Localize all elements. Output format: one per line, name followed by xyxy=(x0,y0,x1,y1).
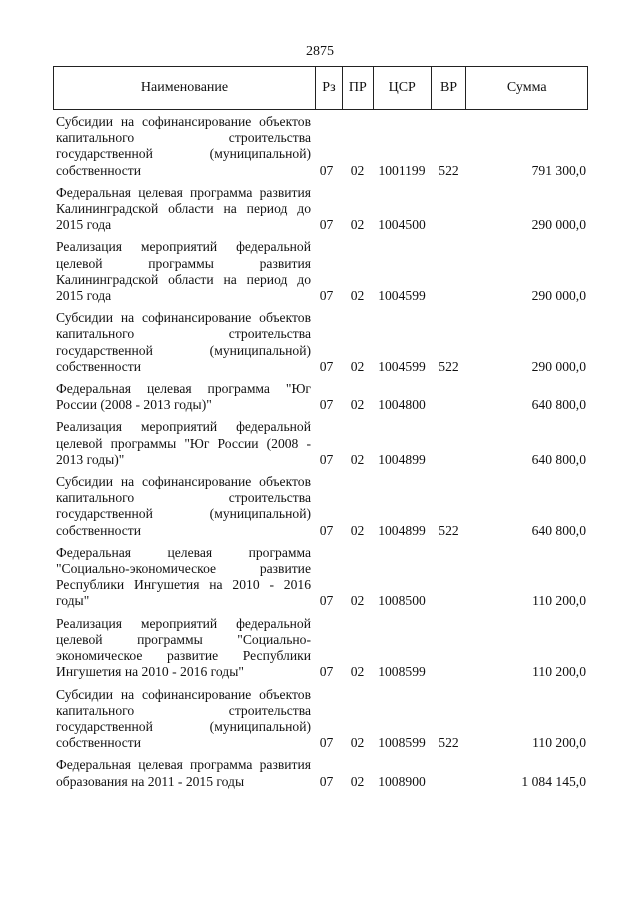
table-row xyxy=(53,687,588,752)
row-sum: 110 200,0 xyxy=(532,735,586,751)
row-sum: 791 300,0 xyxy=(531,162,586,178)
row-csr: 1004599 xyxy=(378,358,426,374)
row-csr: 1008900 xyxy=(378,773,426,789)
table-row xyxy=(53,616,588,681)
row-pr: 02 xyxy=(350,217,365,233)
row-csr: 1004800 xyxy=(378,397,426,413)
row-rz: 07 xyxy=(319,358,334,374)
table-row xyxy=(53,381,588,413)
row-sum: 640 800,0 xyxy=(531,451,586,467)
table-header xyxy=(53,66,588,110)
table-row xyxy=(53,757,588,789)
row-pr: 02 xyxy=(350,773,365,789)
header-csr: ЦСР xyxy=(373,67,431,109)
row-vr: 522 xyxy=(438,735,459,751)
row-pr: 02 xyxy=(350,397,365,413)
row-sum: 290 000,0 xyxy=(531,288,586,304)
table-row xyxy=(53,474,588,539)
page-number: 2875 xyxy=(306,44,334,59)
table-row xyxy=(53,185,588,234)
row-sum: 290 000,0 xyxy=(531,217,586,233)
table-row xyxy=(53,114,588,179)
header-pr: ПР xyxy=(342,67,373,109)
row-pr: 02 xyxy=(350,522,365,538)
header-vr: ВР xyxy=(431,67,466,109)
row-vr: 522 xyxy=(438,522,459,538)
table-row xyxy=(53,239,588,304)
row-pr: 02 xyxy=(350,288,365,304)
row-csr: 1001199 xyxy=(378,162,426,178)
row-vr: 522 xyxy=(438,162,459,178)
row-rz: 07 xyxy=(319,735,334,751)
row-name: Реализация мероприятий федеральной целевой программы развития Калининградской области на период до 2015 года xyxy=(56,239,311,304)
row-rz: 07 xyxy=(319,162,334,178)
row-name: Субсидии на софинансирование объектов капитального строительства государственной (муниципальной) собственности xyxy=(56,114,311,178)
header-name: Наименование xyxy=(140,80,229,95)
row-csr: 1004500 xyxy=(378,217,426,233)
row-rz: 07 xyxy=(319,522,334,538)
row-name: Федеральная целевая программа развития Калининградской области на период до 2015 года xyxy=(56,184,311,233)
row-rz: 07 xyxy=(319,664,334,680)
row-sum: 110 200,0 xyxy=(532,664,586,680)
table-row xyxy=(53,545,588,610)
row-pr: 02 xyxy=(350,162,365,178)
row-name: Федеральная целевая программа "Юг России (2008 - 2013 годы)" xyxy=(56,381,311,413)
row-csr: 1004599 xyxy=(378,288,426,304)
row-pr: 02 xyxy=(350,664,365,680)
table-row xyxy=(53,419,588,468)
row-sum: 640 800,0 xyxy=(531,397,586,413)
row-rz: 07 xyxy=(319,773,334,789)
row-rz: 07 xyxy=(319,451,334,467)
header-rz: Рз xyxy=(315,67,342,109)
row-name: Федеральная целевая программа "Социально-экономическое развитие Республики Ингушетия на 2010 - 2016 годы" xyxy=(56,544,311,609)
row-name: Субсидии на софинансирование объектов капитального строительства государственной (муниципальной) собственности xyxy=(56,686,311,751)
row-rz: 07 xyxy=(319,217,334,233)
row-csr: 1004899 xyxy=(378,451,426,467)
row-pr: 02 xyxy=(350,451,365,467)
row-csr: 1008500 xyxy=(378,593,426,609)
row-name: Реализация мероприятий федеральной целевой программы "Социально-экономическое развитие Республики Ингушетия на 2010 - 2016 годы" xyxy=(56,615,311,680)
row-name: Субсидии на софинансирование объектов капитального строительства государственной (муниципальной) собственности xyxy=(56,310,311,374)
row-sum: 290 000,0 xyxy=(531,358,586,374)
row-sum: 110 200,0 xyxy=(532,593,586,609)
row-name: Реализация мероприятий федеральной целевой программы "Юг России (2008 - 2013 годы)" xyxy=(56,419,311,467)
row-csr: 1008599 xyxy=(378,664,426,680)
row-csr: 1008599 xyxy=(378,735,426,751)
table-row xyxy=(53,310,588,375)
row-rz: 07 xyxy=(319,288,334,304)
row-vr: 522 xyxy=(438,358,459,374)
row-pr: 02 xyxy=(350,358,365,374)
row-pr: 02 xyxy=(350,593,365,609)
row-rz: 07 xyxy=(319,593,334,609)
row-sum: 640 800,0 xyxy=(531,522,586,538)
row-csr: 1004899 xyxy=(378,522,426,538)
table-body xyxy=(53,114,588,796)
row-pr: 02 xyxy=(350,735,365,751)
row-sum: 1 084 145,0 xyxy=(521,773,586,789)
row-name: Федеральная целевая программа развития образования на 2011 - 2015 годы xyxy=(56,757,311,789)
row-rz: 07 xyxy=(319,397,334,413)
header-sum: Сумма xyxy=(465,67,587,109)
row-name: Субсидии на софинансирование объектов капитального строительства государственной (муниципальной) собственности xyxy=(56,474,311,538)
